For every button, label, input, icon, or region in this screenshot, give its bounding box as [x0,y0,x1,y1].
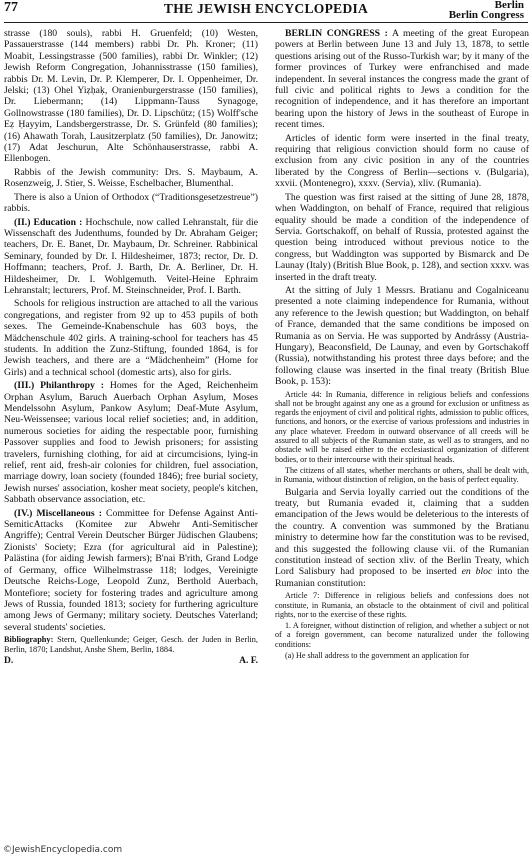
en-bloc-italic: en bloc [461,566,493,578]
paragraph-question-raised: The question was first raised at the sitting of June 28, 1878, when Waddington, on behalf of France, required that religious equality should be made a condition of the independence of Servia. Gortschakoff, on behalf of Russia, protested against the question being introduced without previous notice to the congress, but Waddington was supported by Bismarck and De Launay (Italy) (British Blue Book, p. 128), and section xxxv. was inserted in the draft treaty. [275,191,529,283]
paragraph-bulgaria-servia [275,487,529,590]
quote-foreigner: 1. A foreigner, without distinction of religion, and whether a subject or not of a foreign government, can become naturalized under the following conditions: [275,621,529,649]
bulgaria-servia-text: Bulgaria and Servia loyally carried out the conditions of the treaty, but Rumania evaded it, claiming that a sudden emancipation of the Jews would be deleterious to the interests of the country. A convention was summoned by the Bratianu ministry to determine how far the constitution was to be revised, and this suggested the following clause vii. of the Rumanian constitution instead of section xliv. of the Berlin Treaty, which Lord Salisbury had proposed to be inserted [275,486,529,578]
quote-citizens: The citizens of all states, whether merchants or others, shall be dealt with, in Rumania, without distinction of religion, on the basis of perfect equality. [275,465,529,485]
paragraph-sitting-july: At the sitting of July 1 Messrs. Bratianu and Cogalniceanu presented a note claiming independence for Rumania, without any reference to the Jewish question; but Waddington, on behalf of France, demanded that the same conditions be imposed on Rumania as on Servia. He was supported by Andrássy (Austria-Hungary), Beaconsfield, De Launay, and even by Gortschakoff (Russia), notwithstanding his protest three days before; and the following clause was inserted in the final treaty (British Blue Book, p. 153): [275,284,529,388]
quote-article-44: Article 44: In Rumania, difference in religious beliefs and confessions shall not be brought against any one as a ground for exclusion or unfitness as regards the enjoyment of civil and political rights, admission to public offices, functions, and honors, or the exercise of various professions and industries in any place whatever. Freedom in outward observance of all creeds will be assured to all subjects of the Rumanian state, as well as to strangers, and no obstacle will be raised either to the ecclesiastical organization of different bodies, or to their intercourse with their spiritual heads. [275,389,529,464]
right-column [275,28,529,662]
paragraph-philanthropy [4,380,258,505]
paragraph-rabbis: Rabbis of the Jewish community: Drs. S. Maybaum, A. Rosenzweig, J. Stier, S. Weisse, Eschelbacher, Blumenthal. [4,166,258,190]
signature-right: A. F. [239,655,258,666]
paragraph-education [4,217,258,297]
paragraph-schools: Schools for religious instruction are attached to all the various congregations, and register from 92 up to 453 pupils of both sexes. The Gemeinde-Knabenschule has 603 boys, the Mädchenschule 402 girls. A training-school for teachers has 45 students. In addition the Zunz-Stiftung, founded 1864, is for Jewish teachers, and there are a “Mädchenheim” (Home for Girls) and a technical school (domestic arts), also for girls. [4,298,258,378]
education-text: Hochschule, now called Lehranstalt, für die Wissenschaft des Judenthums, founded by Dr. Abraham Geiger; teachers, Dr. E. Banet, Dr. Maybaum, Dr. Schreiner. Rabbinical Seminary, founded by Dr. I. Hildesheimer, 1873; rector, Dr. D. Hoffmann; teachers, Prof. J. Barth, Dr. A. Berliner, Dr. H. Hildesheimer, Dr. I. Wohlgemuth. Veitel-Heine Ephraim Lehranstalt; lecturers, Prof. M. Steinschneider, Prof. I. Barth. [4,216,259,296]
philanthropy-text: Homes for the Aged, Reichenheim Orphan Asylum, Baruch Auerbach Orphan Asylum, Moses Mendelssohn Asylum, Pankow Asylum; Deaf-Mute Asylum, Neu-Weissensee; various local relief societies; and, in addition, numerous societies for aiding the respectable poor, furnishing Passover supplies and food to Jewish prisoners; for assisting travelers, furnishing clothing, for aid at circumcisions, lying-in relief, rent aid, fresh-air colonies for children, fuel association, marriage dowry, loan society (founded 1846); free burial society, Jewish nurses' association, kosher meat society, people's kitchen, Sabbath observance association, etc. [4,380,258,506]
page-title: THE JEWISH ENCYCLOPEDIA [163,1,369,16]
quote-article-7: Article 7: Difference in religious beliefs and confessions does not constitute, in Rumania, an obstacle to the obtainment of civil and political rights, nor to the exercise of these rights. [275,591,529,619]
miscellaneous-text: Committee for Defense Against Anti-SemiticAttacks (Komitee zur Abwehr Anti-Semitischer Angriffe); Central Verein Deutscher Bürger Jüdischen Glaubens; Zionists' Society; Ezra (for agricultural aid in Palestine); Palästina (for aiding Jewish farmers); B'nai B'rith, Grand Lodge of Germany, office Wilhelmstrasse 118; lodges, Vereinigte Deutsche Reichs-Loge, Leopold Zunz, Berthold Auerbach, Montefiore; society for fostering trades and agriculture among Jews of Russia, founded 1813; society for furthering agriculture among Jews of Germany; military society. Deutsches Vaterland; several students' societies. [4,507,258,633]
watermark: ©JewishEncyclopedia.com [3,845,123,855]
paragraph-miscellaneous [4,508,258,633]
running-head-line-1: Berlin [494,0,524,11]
running-head [449,0,524,20]
section-heading-miscellaneous: (IV.) Miscellaneous : [14,507,102,519]
page-number: 77 [4,0,18,15]
bibliography-label: Bibliography: [4,635,54,645]
quote-application: (a) He shall address to the government an application for [285,651,470,660]
article-heading-berlin-congress: BERLIN CONGRESS : [285,28,388,39]
bibliography-text: Stern, Quellenkunde; Geiger, Gesch. der Juden in Berlin, Berlin, 1870; Landshut, Anshe Shem, Berlin, 1884. [4,635,258,654]
page-header [0,0,532,20]
paragraph-berlin-congress [275,28,529,131]
left-column [4,28,258,667]
bibliography [4,635,258,654]
signature-line [4,656,258,667]
header-rule [4,22,528,23]
section-heading-education: (II.) Education : [14,216,83,228]
bulgaria-servia-text-end: into the Rumanian constitution: [275,566,530,589]
berlin-congress-text: A meeting of the great European powers at Berlin between June 13 and July 13, 1878, to settle questions arising out of the Russo-Turkish war; by it many of the former provinces of Turkey were enfranchised and made independent. In several instances the congress made the grant of full civic and political rights to Jews a condition for the recognition of independence, and it has therefore an important bearing upon the history of Jews in the southeast of Europe in recent times. [275,28,529,131]
paragraph-articles: Articles of identic form were inserted in the final treaty, requiring that religious conviction should form no cause of exclusion from any civic position in any of the countries liberated by the Congress of Berlin—sections v. (Bulgaria), xxvii. (Montenegro), xxxv. (Servia), xliv. (Rumania). [275,132,529,190]
section-heading-philanthropy: (III.) Philanthropy : [14,380,104,392]
paragraph-orthodox-union: There is also a Union of Orthodox (“Traditionsgesetzestreue”) rabbis. [4,191,258,215]
signature-left: D. [4,655,14,666]
paragraph-congregations: strasse (180 souls), rabbi H. Gruenfeld; (10) Westen, Passauerstrasse (144 members) rabbi Dr. Ph. Kroner; (11) Moabit, Lessingstrasse (500 families), rabbi Dr. Winkler; (12) Jewish Reform Congregation, Johannisstrasse (150 families), rabbis Dr. M. Levin, Dr. P. Klemperer, Dr. I. Oppenheimer, Dr. Jelski; (13) Ohel Yiẓḥaḳ, Oranienburgerstrasse (150 families), Dr. Liebermann; (14) Lippmann-Tauss Synagoge, Gollnowstrasse (180 families), Dr. D. Lipschütz; (15) Wolff'sche Eẓ Ḥayyim, Landsbergerstrasse, Dr. S. Grünfeld (80 families); (16) Ahawath Torah, Lausitzerplatz (50 families), Dr. Janowitz; (17) Adat Jeschurun, Alte Schönhauserstrasse, rabbi A. Ellenbogen. [4,28,258,165]
running-head-line-2: Berlin Congress [448,9,524,21]
